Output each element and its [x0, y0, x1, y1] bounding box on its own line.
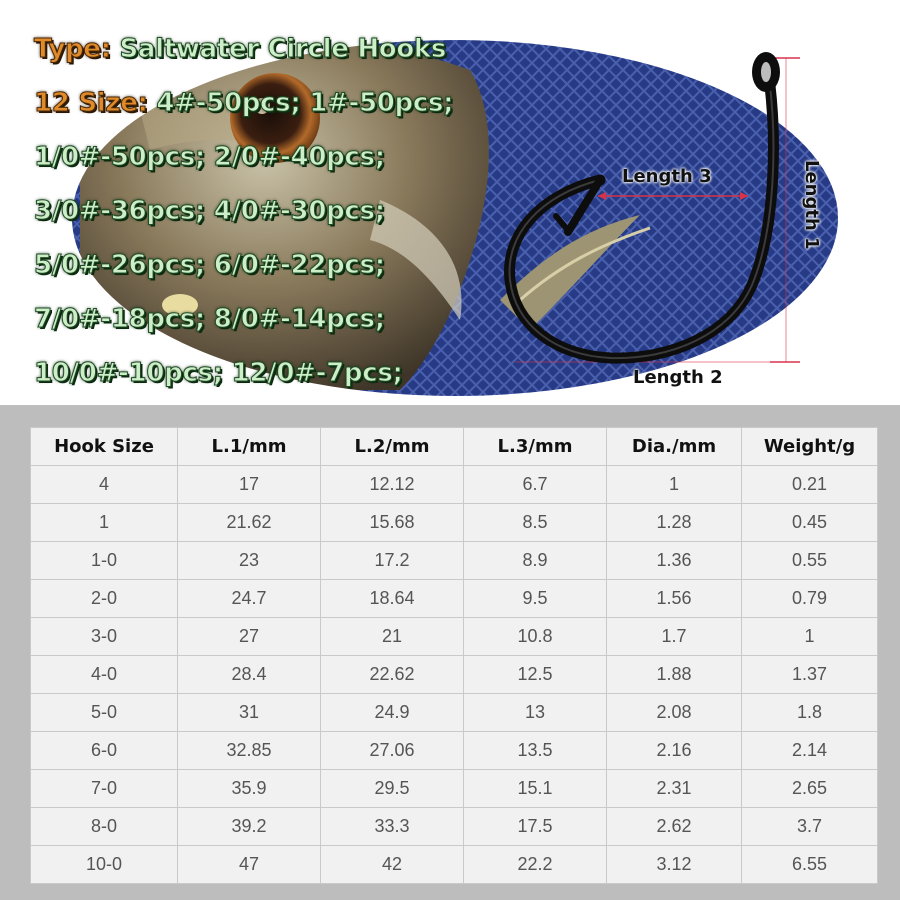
cell-hook-size: 1	[31, 504, 178, 542]
cell-diameter: 2.31	[607, 770, 742, 808]
table-header-row	[31, 428, 878, 466]
cell-weight: 6.55	[742, 846, 878, 884]
cell-diameter: 2.62	[607, 808, 742, 846]
cell-length-2: 12.12	[321, 466, 464, 504]
header-diameter: Dia./mm	[607, 428, 742, 466]
hook-spec-table	[30, 427, 878, 884]
cell-weight: 1.8	[742, 694, 878, 732]
cell-length-1: 28.4	[178, 656, 321, 694]
cell-length-3: 22.2	[464, 846, 607, 884]
cell-diameter: 2.16	[607, 732, 742, 770]
cell-length-3: 17.5	[464, 808, 607, 846]
length-3-label: Length 3	[622, 166, 712, 187]
table-row	[31, 694, 878, 732]
cell-length-3: 8.5	[464, 504, 607, 542]
cell-hook-size: 5-0	[31, 694, 178, 732]
cell-length-2: 15.68	[321, 504, 464, 542]
cell-length-2: 24.9	[321, 694, 464, 732]
cell-weight: 0.79	[742, 580, 878, 618]
cell-length-1: 39.2	[178, 808, 321, 846]
cell-length-1: 32.85	[178, 732, 321, 770]
cell-length-2: 22.62	[321, 656, 464, 694]
table-row	[31, 808, 878, 846]
cell-weight: 0.21	[742, 466, 878, 504]
table-row	[31, 580, 878, 618]
cell-diameter: 1.88	[607, 656, 742, 694]
table-row	[31, 504, 878, 542]
table-row	[31, 542, 878, 580]
cell-length-2: 18.64	[321, 580, 464, 618]
table-row	[31, 846, 878, 884]
cell-diameter: 2.08	[607, 694, 742, 732]
spec-line-size: 12 Size: 4#-50pcs; 1#-50pcs;	[34, 88, 454, 118]
cell-diameter: 1.56	[607, 580, 742, 618]
header-length-1: L.1/mm	[178, 428, 321, 466]
cell-weight: 1.37	[742, 656, 878, 694]
cell-length-3: 10.8	[464, 618, 607, 656]
cell-length-2: 29.5	[321, 770, 464, 808]
cell-length-3: 12.5	[464, 656, 607, 694]
cell-length-2: 33.3	[321, 808, 464, 846]
header-length-2: L.2/mm	[321, 428, 464, 466]
cell-length-1: 24.7	[178, 580, 321, 618]
spec-line-4: 3/0#-36pcs; 4/0#-30pcs;	[34, 196, 385, 226]
product-banner	[0, 0, 900, 405]
cell-length-1: 21.62	[178, 504, 321, 542]
cell-hook-size: 4-0	[31, 656, 178, 694]
spec-line-type: Type: Saltwater Circle Hooks	[34, 34, 447, 64]
spec-table-panel	[0, 405, 900, 900]
cell-length-1: 17	[178, 466, 321, 504]
cell-hook-size: 8-0	[31, 808, 178, 846]
spec-line-6: 7/0#-18pcs; 8/0#-14pcs;	[34, 304, 385, 334]
cell-hook-size: 3-0	[31, 618, 178, 656]
cell-length-1: 31	[178, 694, 321, 732]
cell-weight: 2.14	[742, 732, 878, 770]
cell-length-1: 23	[178, 542, 321, 580]
cell-length-2: 17.2	[321, 542, 464, 580]
cell-length-1: 35.9	[178, 770, 321, 808]
cell-hook-size: 10-0	[31, 846, 178, 884]
header-length-3: L.3/mm	[464, 428, 607, 466]
length-1-label: Length 1	[801, 160, 822, 250]
table-body	[31, 466, 878, 884]
table-row	[31, 618, 878, 656]
cell-weight: 0.45	[742, 504, 878, 542]
cell-length-3: 15.1	[464, 770, 607, 808]
cell-length-2: 42	[321, 846, 464, 884]
cell-weight: 0.55	[742, 542, 878, 580]
cell-length-3: 13	[464, 694, 607, 732]
cell-hook-size: 4	[31, 466, 178, 504]
length-2-label: Length 2	[633, 367, 723, 388]
cell-hook-size: 7-0	[31, 770, 178, 808]
cell-length-3: 13.5	[464, 732, 607, 770]
cell-weight: 3.7	[742, 808, 878, 846]
cell-hook-size: 2-0	[31, 580, 178, 618]
table-row	[31, 732, 878, 770]
header-hook-size: Hook Size	[31, 428, 178, 466]
cell-length-3: 6.7	[464, 466, 607, 504]
cell-length-2: 27.06	[321, 732, 464, 770]
cell-hook-size: 1-0	[31, 542, 178, 580]
cell-length-3: 8.9	[464, 542, 607, 580]
table-row	[31, 466, 878, 504]
table-row	[31, 770, 878, 808]
cell-length-1: 27	[178, 618, 321, 656]
table-row	[31, 656, 878, 694]
cell-diameter: 1.28	[607, 504, 742, 542]
cell-hook-size: 6-0	[31, 732, 178, 770]
cell-diameter: 1.7	[607, 618, 742, 656]
cell-weight: 2.65	[742, 770, 878, 808]
cell-length-1: 47	[178, 846, 321, 884]
spec-line-3: 1/0#-50pcs; 2/0#-40pcs;	[34, 142, 385, 172]
spec-line-5: 5/0#-26pcs; 6/0#-22pcs;	[34, 250, 385, 280]
cell-length-3: 9.5	[464, 580, 607, 618]
header-weight: Weight/g	[742, 428, 878, 466]
spec-line-7: 10/0#-10pcs; 12/0#-7pcs;	[34, 358, 403, 388]
cell-weight: 1	[742, 618, 878, 656]
cell-length-2: 21	[321, 618, 464, 656]
cell-diameter: 3.12	[607, 846, 742, 884]
cell-diameter: 1	[607, 466, 742, 504]
cell-diameter: 1.36	[607, 542, 742, 580]
